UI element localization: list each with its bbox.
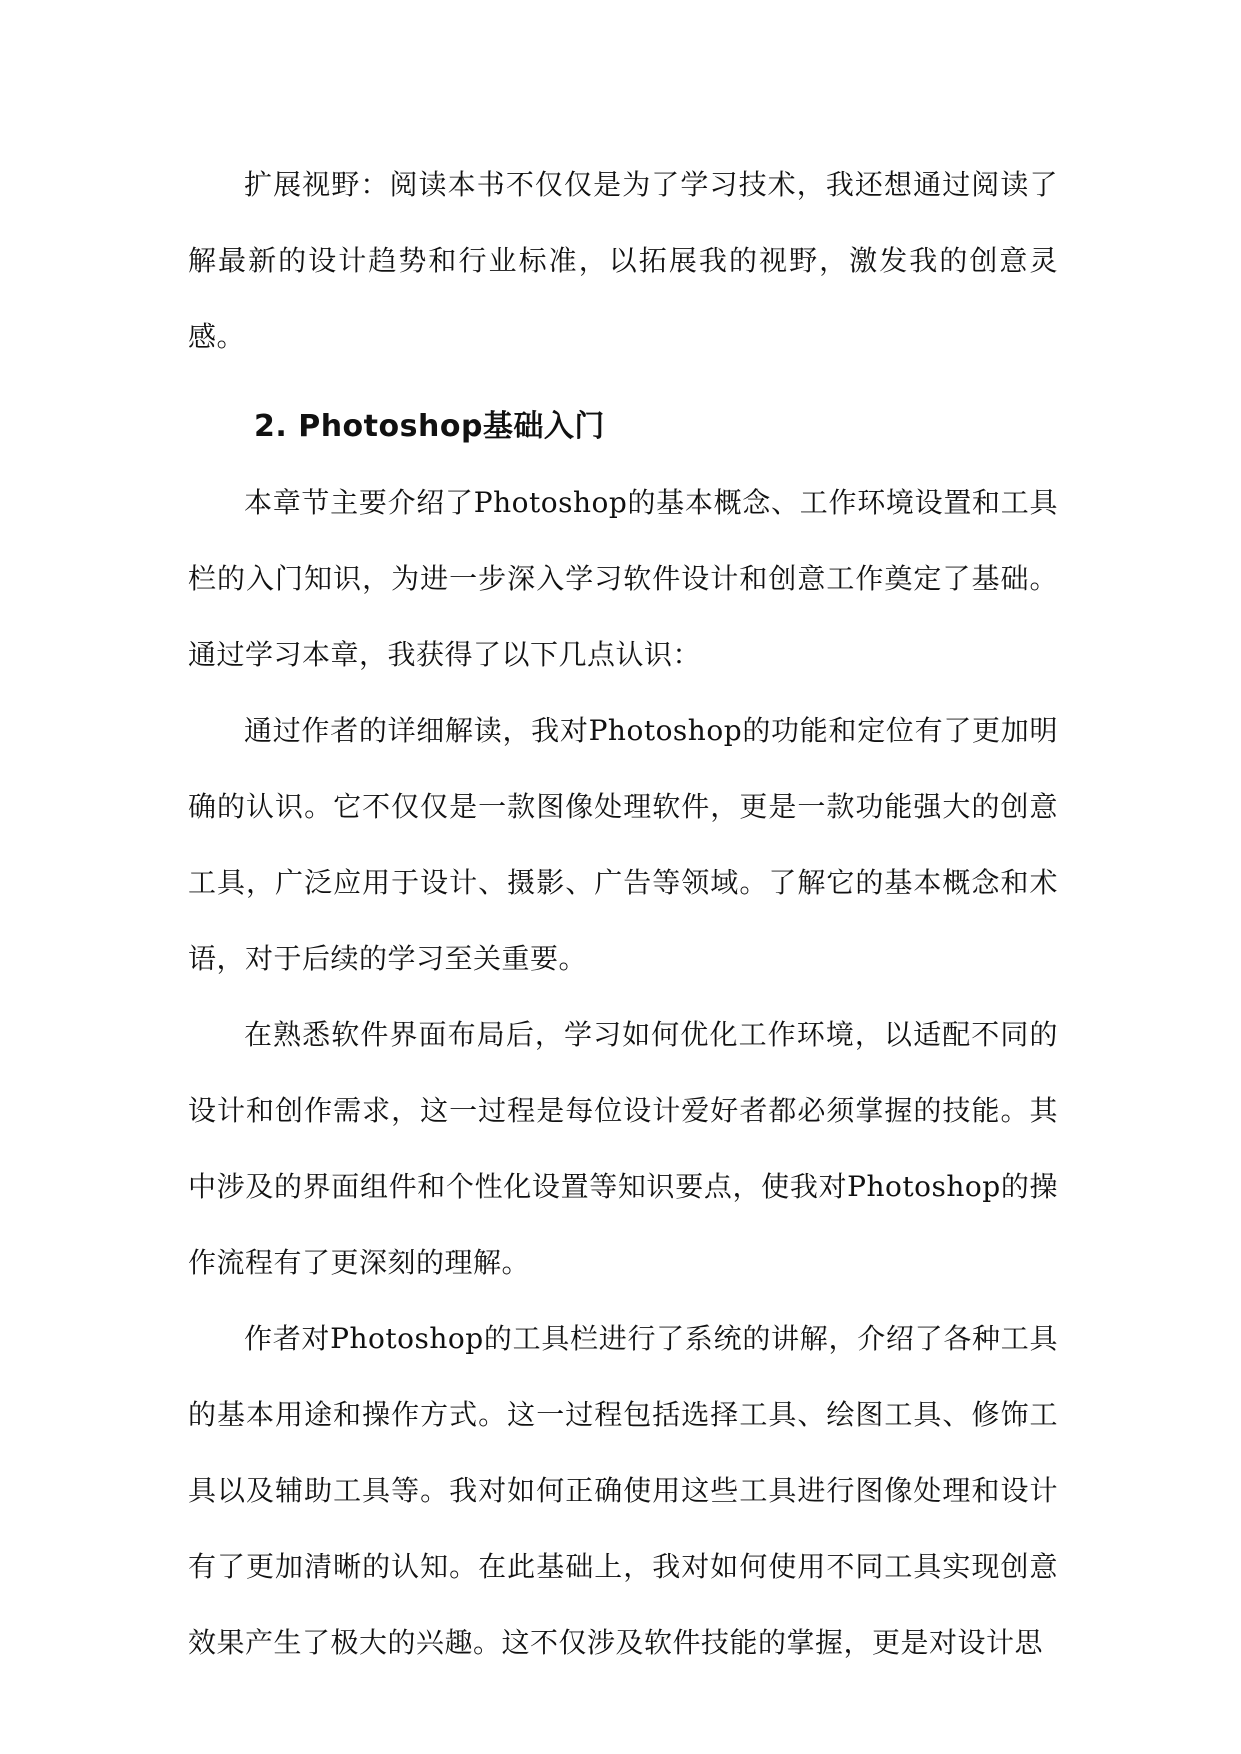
paragraph-chapter-intro: 本章节主要介绍了Photoshop的基本概念、工作环境设置和工具栏的入门知识，为进一步深入学习软件设计和创意工作奠定了基础。通过学习本章，我获得了以下几点认识： (188, 486, 1058, 671)
paragraph-photoshop-understanding: 通过作者的详细解读，我对Photoshop的功能和定位有了更加明确的认识。它不仅仅是一款图像处理软件，更是一款功能强大的创意工具，广泛应用于设计、摄影、广告等领域。了解它的基本概念和术语，对于后续的学习至关重要。 (188, 714, 1058, 975)
paragraph-expand-vision: 扩展视野：阅读本书不仅仅是为了学习技术，我还想通过阅读了解最新的设计趋势和行业标准，以拓展我的视野，激发我的创意灵感。 (188, 168, 1058, 353)
section-heading: 2. Photoshop基础入门 (254, 409, 605, 444)
paragraph-work-environment: 在熟悉软件界面布局后，学习如何优化工作环境，以适配不同的设计和创作需求，这一过程是每位设计爱好者都必须掌握的技能。其中涉及的界面组件和个性化设置等知识要点，使我对Photoshop的操作流程有了更深刻的理解。 (188, 1018, 1058, 1279)
paragraph-toolbar: 作者对Photoshop的工具栏进行了系统的讲解，介绍了各种工具的基本用途和操作方式。这一过程包括选择工具、绘图工具、修饰工具以及辅助工具等。我对如何正确使用这些工具进行图像处理和设计有了更加清晰的认知。在此基础上，我对如何使用不同工具实现创意效果产生了极大的兴趣。这不仅涉及软件技能的掌握，更是对设计思 (188, 1322, 1058, 1659)
document-body (188, 147, 1058, 1681)
